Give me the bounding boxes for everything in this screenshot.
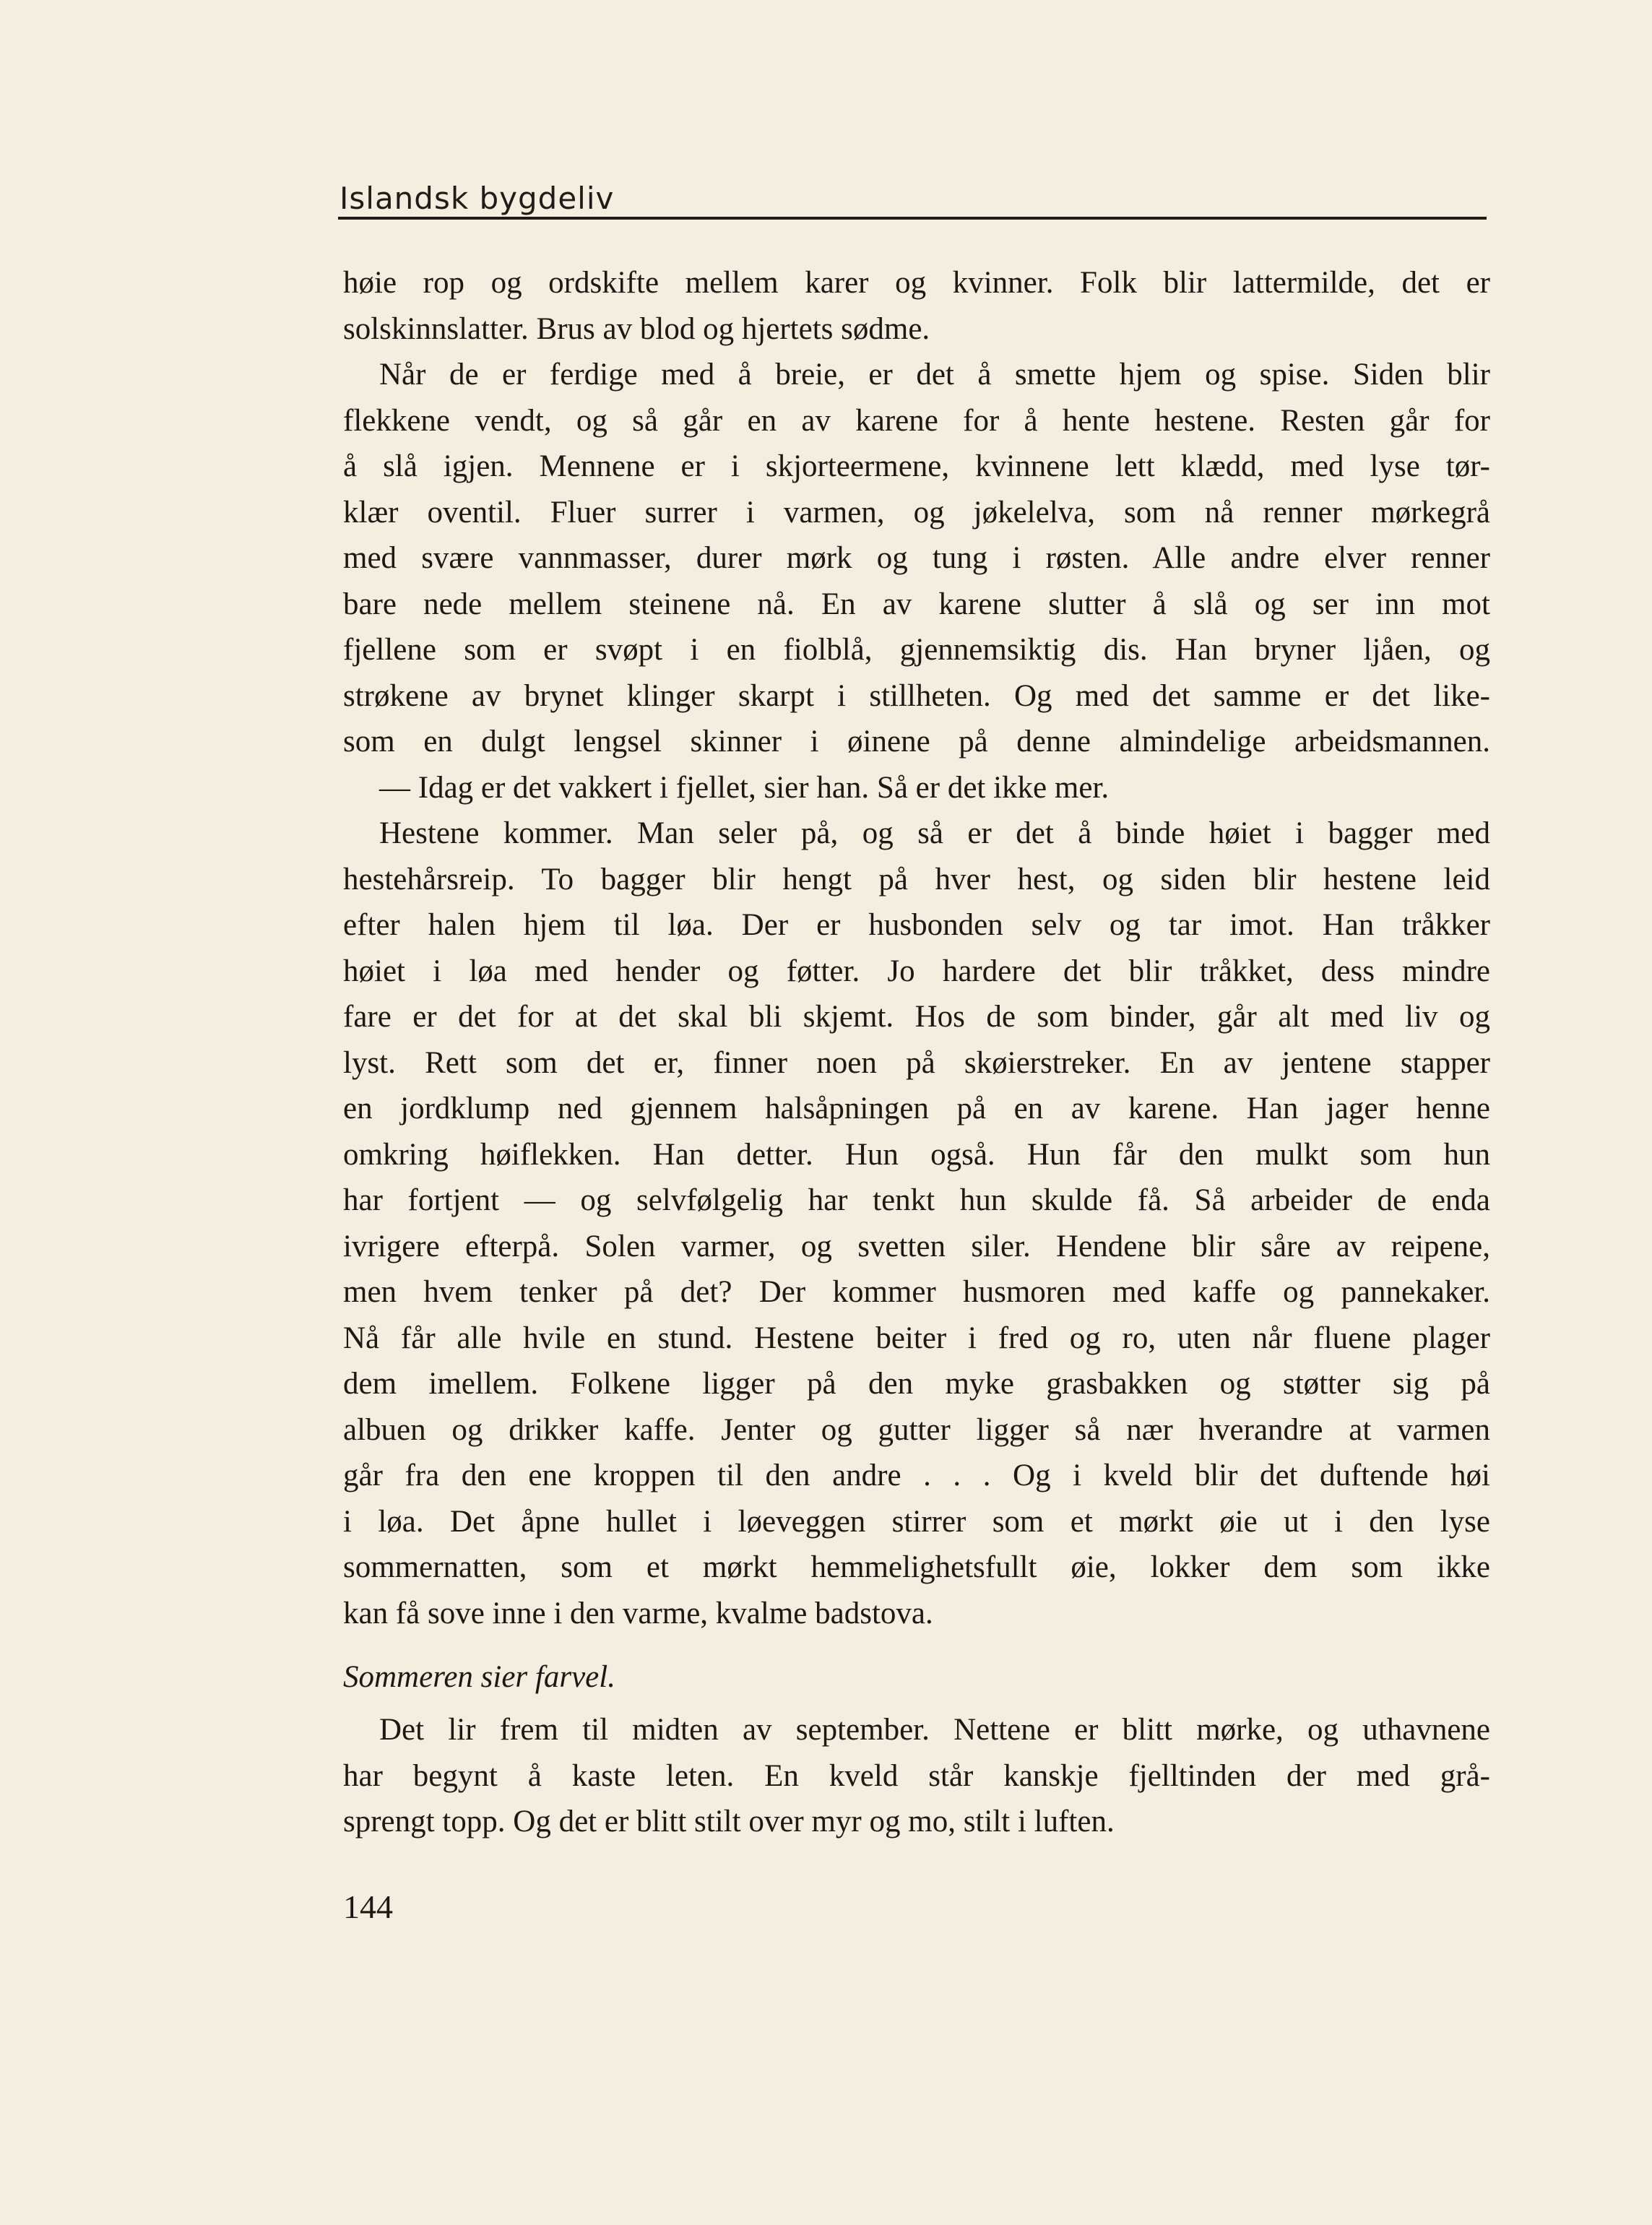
- text-line: albuen og drikker kaffe. Jenter og gutter ligger så nær hverandre at varmen: [343, 1412, 1490, 1447]
- text-line: lyst. Rett som det er, finner noen på skøierstreker. En av jentene stapper: [343, 1045, 1490, 1080]
- text-line: med svære vannmasser, durer mørk og tung i røsten. Alle andre elver renner: [343, 541, 1490, 575]
- text-line: som en dulgt lengsel skinner i øinene på denne almindelige arbeidsmannen.: [343, 725, 1490, 759]
- text-line: har begynt å kaste leten. En kveld står kanskje fjelltinden der med grå-: [343, 1758, 1490, 1793]
- text-line: sprengt topp. Og det er blitt stilt over myr og mo, stilt i luften.: [343, 1805, 1115, 1839]
- section-heading: Sommeren sier farvel.: [343, 1660, 615, 1694]
- text-line: bare nede mellem steinene nå. En av karene slutter å slå og ser inn mot: [343, 587, 1490, 621]
- text-line: solskinnslatter. Brus av blod og hjertets sødme.: [343, 311, 930, 346]
- text-line: ivrigere efterpå. Solen varmer, og svetten siler. Hendene blir såre av reipene,: [343, 1229, 1490, 1263]
- text-line: kan få sove inne i den varme, kvalme badstova.: [343, 1596, 933, 1630]
- header-rule: [338, 217, 1487, 220]
- text-line: Når de er ferdige med å breie, er det å smette hjem og spise. Siden blir: [379, 358, 1490, 392]
- text-line: sommernatten, som et mørkt hemmelighetsfullt øie, lokker dem som ikke: [343, 1550, 1490, 1584]
- page-number: 144: [343, 1888, 393, 1925]
- text-line: går fra den ene kroppen til den andre . . . Og i kveld blir det duftende høi: [343, 1459, 1490, 1492]
- text-line: høie rop og ordskifte mellem karer og kvinner. Folk blir lattermilde, det er: [343, 266, 1490, 300]
- text-line: høiet i løa med hender og føtter. Jo hardere det blir tråkket, dess mindre: [343, 954, 1490, 988]
- text-line: men hvem tenker på det? Der kommer husmoren med kaffe og pannekaker.: [343, 1275, 1490, 1309]
- text-line: Det lir frem til midten av september. Nettene er blitt mørke, og uthavnene: [379, 1713, 1490, 1747]
- section-body-text: [343, 1707, 1490, 1845]
- body-text: [343, 260, 1490, 1636]
- text-line: i løa. Det åpne hullet i løeveggen stirrer som et mørkt øie ut i den lyse: [343, 1504, 1490, 1539]
- text-line: hestehårsreip. To bagger blir hengt på hver hest, og siden blir hestene leid: [343, 862, 1490, 897]
- text-line: å slå igjen. Mennene er i skjorteermene, kvinnene lett klædd, med lyse tør-: [343, 449, 1490, 483]
- text-line: dem imellem. Folkene ligger på den myke grasbakken og støtter sig på: [343, 1367, 1490, 1401]
- text-line: har fortjent — og selvfølgelig har tenkt hun skulde få. Så arbeider de enda: [343, 1183, 1490, 1217]
- text-line: klær oventil. Fluer surrer i varmen, og jøkelelva, som nå renner mørkegrå: [343, 495, 1490, 530]
- text-line: fjellene som er svøpt i en fiolblå, gjennemsiktig dis. Han bryner ljåen, og: [343, 633, 1490, 667]
- text-line: — Idag er det vakkert i fjellet, sier han. Så er det ikke mer.: [379, 770, 1110, 805]
- text-line: omkring høiflekken. Han detter. Hun også. Hun får den mulkt som hun: [343, 1137, 1490, 1172]
- text-line: Hestene kommer. Man seler på, og så er det å binde høiet i bagger med: [379, 816, 1490, 850]
- text-line: strøkene av brynet klinger skarpt i stillheten. Og med det samme er det like-: [343, 678, 1490, 713]
- text-line: Nå får alle hvile en stund. Hestene beiter i fred og ro, uten når fluene plager: [343, 1321, 1490, 1355]
- text-line: efter halen hjem til løa. Der er husbonden selv og tar imot. Han tråkker: [343, 908, 1490, 942]
- text-line: fare er det for at det skal bli skjemt. Hos de som binder, går alt med liv og: [343, 1000, 1490, 1034]
- text-line: en jordklump ned gjennem halsåpningen på en av karene. Han jager henne: [343, 1092, 1490, 1126]
- running-head: Islandsk bygdeliv: [340, 181, 615, 216]
- text-line: flekkene vendt, og så går en av karene for å hente hestene. Resten går for: [343, 403, 1490, 438]
